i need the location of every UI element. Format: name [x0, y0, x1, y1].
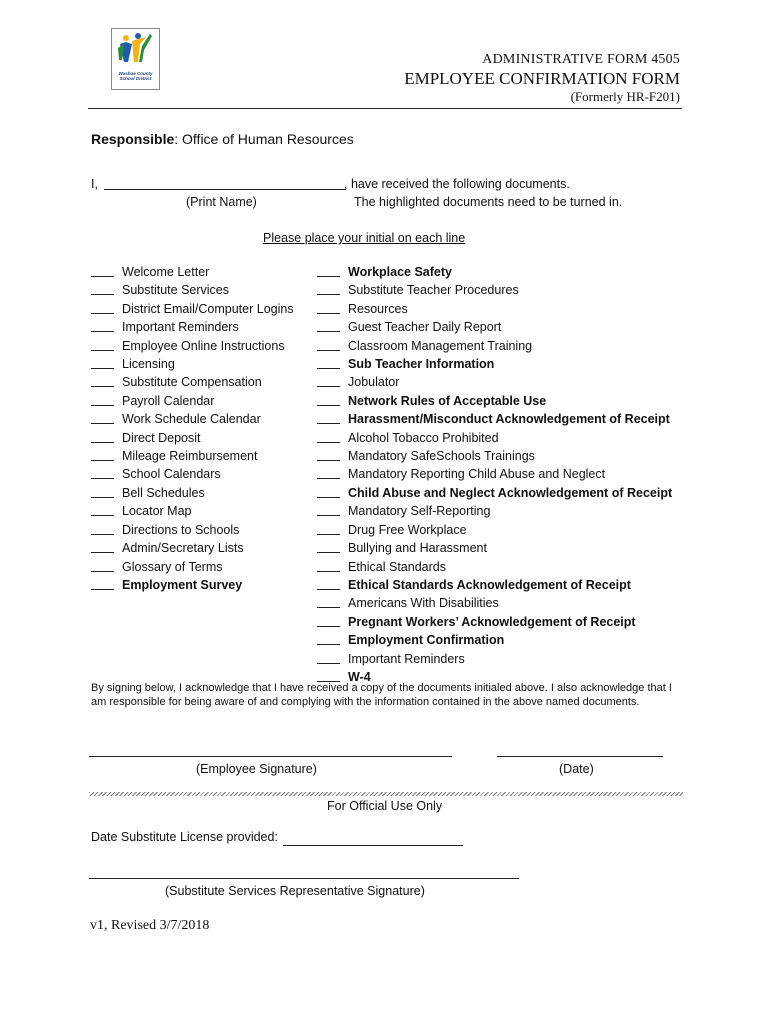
list-item — [91, 539, 294, 557]
list-item-label: Mileage Reimbursement — [122, 449, 258, 464]
list-item-label: Child Abuse and Neglect Acknowledgement of Receipt — [348, 485, 673, 500]
responsible-label: Responsible — [91, 131, 175, 147]
list-item-label: Mandatory Self-Reporting — [348, 504, 491, 519]
list-item-label: Mandatory SafeSchools Trainings — [348, 449, 535, 464]
logo-figures-icon — [116, 32, 155, 70]
highlighted-note: The highlighted documents need to be turned in. — [354, 195, 623, 209]
list-item — [91, 281, 294, 299]
license-date-label: Date Substitute License provided: — [91, 830, 278, 844]
initial-blank[interactable] — [91, 356, 114, 369]
list-item-label: Work Schedule Calendar — [122, 412, 261, 427]
initial-blank[interactable] — [91, 430, 114, 443]
list-item-label: Resources — [348, 301, 408, 316]
list-item — [317, 373, 672, 391]
initial-blank[interactable] — [91, 411, 114, 424]
list-item — [317, 392, 672, 410]
initial-blank[interactable] — [91, 485, 114, 498]
initial-blank[interactable] — [317, 466, 340, 479]
list-item — [317, 631, 672, 649]
initial-blank[interactable] — [91, 540, 114, 553]
initial-blank[interactable] — [91, 301, 114, 314]
list-item-label: District Email/Computer Logins — [122, 301, 294, 316]
list-item-label: Direct Deposit — [122, 430, 201, 445]
list-item — [317, 337, 672, 355]
list-item-label: Bell Schedules — [122, 485, 205, 500]
list-item-label: Alcohol Tobacco Prohibited — [348, 430, 499, 445]
initial-blank[interactable] — [317, 651, 340, 664]
list-item-label: Important Reminders — [122, 320, 239, 335]
list-item-label: Americans With Disabilities — [348, 596, 499, 611]
list-item — [317, 484, 672, 502]
print-name-caption: (Print Name) — [186, 195, 257, 209]
list-item — [317, 281, 672, 299]
responsible-value: : Office of Human Resources — [174, 131, 354, 147]
list-item-label: Sub Teacher Information — [348, 357, 495, 372]
list-item — [317, 300, 672, 318]
list-item-label: W-4 — [348, 669, 371, 684]
initial-blank[interactable] — [91, 503, 114, 516]
list-item-label: Classroom Management Training — [348, 338, 533, 353]
initial-blank[interactable] — [317, 669, 340, 682]
initial-blank[interactable] — [317, 338, 340, 351]
official-use-heading: For Official Use Only — [327, 799, 443, 813]
print-name-field[interactable] — [104, 189, 346, 190]
list-item — [317, 355, 672, 373]
list-item-label: Welcome Letter — [122, 265, 210, 279]
list-item-label: Important Reminders — [348, 651, 465, 666]
list-item — [91, 392, 294, 410]
list-item — [91, 576, 294, 594]
initial-blank[interactable] — [91, 393, 114, 406]
initial-blank[interactable] — [91, 466, 114, 479]
form-number: ADMINISTRATIVE FORM 4505 — [482, 52, 680, 67]
list-item — [317, 650, 672, 668]
list-item-label: Network Rules of Acceptable Use — [348, 393, 547, 408]
list-item — [91, 502, 294, 520]
version-footer: v1, Revised 3/7/2018 — [90, 918, 210, 933]
list-item — [91, 355, 294, 373]
list-item — [317, 318, 672, 336]
list-item — [317, 594, 672, 612]
list-item — [317, 502, 672, 520]
initial-blank[interactable] — [317, 503, 340, 516]
official-divider — [89, 792, 683, 796]
date-caption: (Date) — [559, 762, 594, 776]
list-item — [91, 484, 294, 502]
initial-blank[interactable] — [317, 577, 340, 590]
list-item — [317, 558, 672, 576]
list-item — [317, 410, 672, 428]
initial-blank[interactable] — [91, 448, 114, 461]
list-item-label: Substitute Compensation — [122, 375, 262, 390]
list-item-label: Guest Teacher Daily Report — [348, 320, 502, 335]
initial-blank[interactable] — [317, 301, 340, 314]
list-item-label: Workplace Safety — [348, 265, 452, 279]
list-item — [91, 373, 294, 391]
right-document-list — [317, 263, 672, 686]
initial-blank[interactable] — [317, 374, 340, 387]
list-item — [91, 558, 294, 576]
representative-signature-field[interactable] — [89, 878, 519, 879]
list-item-label: Admin/Secretary Lists — [122, 541, 244, 556]
list-item — [317, 539, 672, 557]
initial-blank[interactable] — [91, 374, 114, 387]
initial-blank[interactable] — [91, 282, 114, 295]
initial-blank[interactable] — [317, 356, 340, 369]
district-logo — [111, 28, 160, 90]
initial-blank[interactable] — [317, 540, 340, 553]
list-item — [317, 263, 672, 281]
employee-signature-caption: (Employee Signature) — [196, 762, 317, 776]
list-item-label: Bullying and Harassment — [348, 541, 487, 556]
employee-signature-field[interactable] — [89, 756, 452, 757]
list-item-label: Ethical Standards Acknowledgement of Receipt — [348, 577, 631, 592]
list-item-label: Licensing — [122, 357, 175, 372]
left-document-list — [91, 263, 294, 594]
list-item-label: Substitute Teacher Procedures — [348, 283, 519, 298]
date-field[interactable] — [497, 756, 663, 757]
initial-blank[interactable] — [91, 522, 114, 535]
list-item — [91, 337, 294, 355]
initial-blank[interactable] — [317, 264, 340, 277]
list-item — [317, 613, 672, 631]
list-item-label: School Calendars — [122, 467, 221, 482]
initial-blank[interactable] — [317, 430, 340, 443]
list-item — [91, 318, 294, 336]
list-item-label: Jobulator — [348, 375, 400, 390]
header-rule — [88, 108, 682, 109]
initial-blank[interactable] — [317, 319, 340, 332]
list-item-label: Ethical Standards — [348, 559, 446, 574]
initial-blank[interactable] — [91, 338, 114, 351]
initial-instruction: Please place your initial on each line — [263, 231, 466, 245]
received-text: , have received the following documents. — [344, 177, 570, 191]
initial-blank[interactable] — [317, 595, 340, 608]
intro-prefix: I, — [91, 177, 98, 191]
list-item-label: Glossary of Terms — [122, 559, 223, 574]
list-item-label: Employment Survey — [122, 577, 243, 592]
initial-blank[interactable] — [317, 282, 340, 295]
list-item — [91, 263, 294, 281]
list-item-label: Locator Map — [122, 504, 192, 519]
initial-blank[interactable] — [317, 632, 340, 645]
list-item — [91, 410, 294, 428]
list-item-label: Employment Confirmation — [348, 633, 505, 648]
list-item-label: Payroll Calendar — [122, 393, 215, 408]
initial-blank[interactable] — [91, 577, 114, 590]
list-item — [317, 465, 672, 483]
initial-blank[interactable] — [91, 559, 114, 572]
list-item — [317, 447, 672, 465]
list-item — [317, 429, 672, 447]
responsible-line — [91, 131, 354, 147]
list-item-label: Harassment/Misconduct Acknowledgement of Receipt — [348, 412, 670, 427]
list-item — [91, 465, 294, 483]
initial-blank[interactable] — [317, 522, 340, 535]
list-item — [91, 300, 294, 318]
initial-blank[interactable] — [317, 559, 340, 572]
representative-signature-caption: (Substitute Services Representative Signature) — [165, 884, 425, 898]
logo-text: Washoe County School District — [118, 71, 153, 81]
list-item — [91, 447, 294, 465]
initial-blank[interactable] — [91, 319, 114, 332]
initial-blank[interactable] — [317, 614, 340, 627]
list-item-label: Substitute Services — [122, 283, 229, 298]
initial-blank[interactable] — [317, 393, 340, 406]
list-item-label: Employee Online Instructions — [122, 338, 285, 353]
initial-blank[interactable] — [317, 411, 340, 424]
list-item — [317, 576, 672, 594]
initial-blank[interactable] — [317, 448, 340, 461]
list-item-label: Pregnant Workers’ Acknowledgement of Receipt — [348, 614, 636, 629]
acknowledgement-paragraph: By signing below, I acknowledge that I have received a copy of the documents initialed above. I also acknowledge that I am responsible for being aware of and complying with the information contained in the above named documents. — [91, 682, 672, 708]
form-title: EMPLOYEE CONFIRMATION FORM — [404, 69, 680, 88]
form-former-id: (Formerly HR-F201) — [570, 89, 680, 104]
list-item-label: Mandatory Reporting Child Abuse and Neglect — [348, 467, 606, 482]
initial-blank[interactable] — [91, 264, 114, 277]
list-item-label: Directions to Schools — [122, 522, 240, 537]
initial-blank[interactable] — [317, 485, 340, 498]
list-item — [91, 429, 294, 447]
license-date-field[interactable] — [283, 845, 463, 846]
list-item-label: Drug Free Workplace — [348, 522, 467, 537]
list-item — [91, 521, 294, 539]
list-item — [317, 521, 672, 539]
